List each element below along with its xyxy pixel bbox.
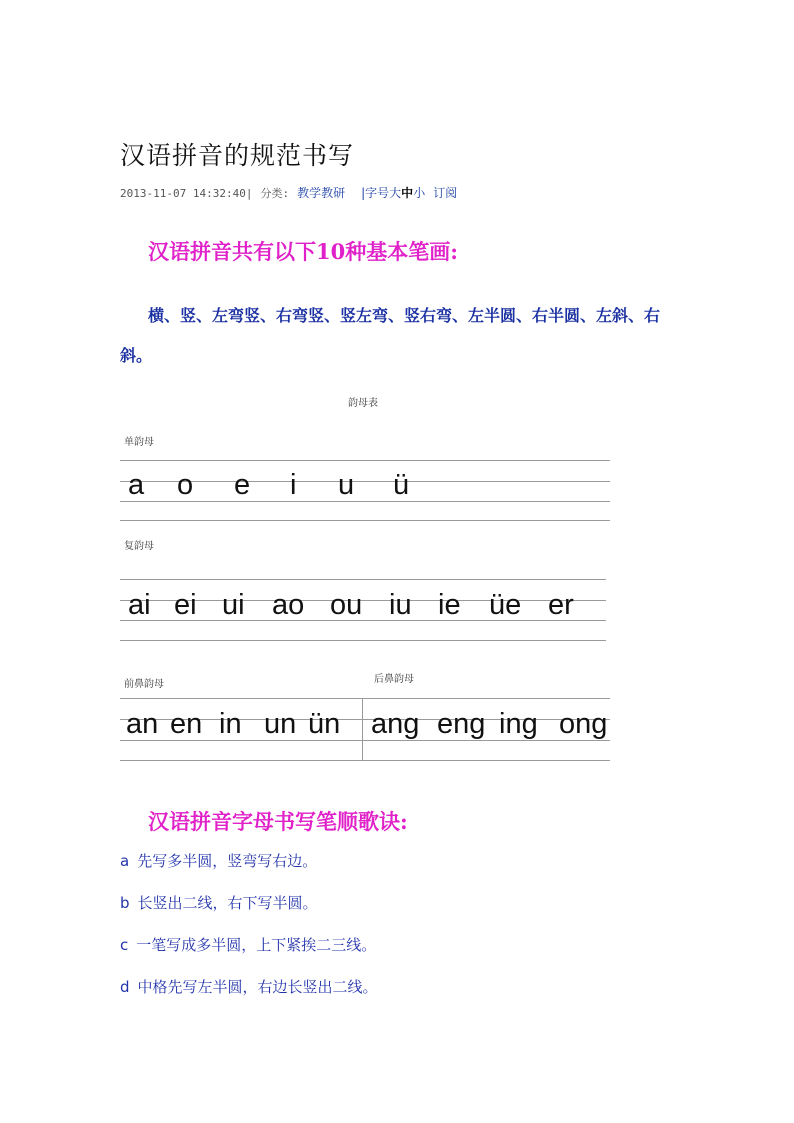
final-item: ei	[174, 589, 197, 621]
strokes-text: 横、竖、左弯竖、右弯竖、竖左弯、竖右弯、左半圆、右半圆、左斜、右斜。	[120, 306, 661, 365]
rule-letter: c	[120, 936, 129, 954]
font-size-large-link[interactable]: 大	[389, 186, 402, 200]
final-item: ao	[272, 589, 305, 621]
final-item: ui	[222, 589, 245, 621]
final-item: i	[290, 469, 297, 501]
page-title: 汉语拼音的规范书写	[120, 141, 355, 170]
rule-line	[120, 850, 317, 871]
final-item: eng	[437, 708, 486, 740]
final-item: ing	[499, 708, 538, 740]
final-item: e	[234, 469, 251, 501]
rule-text: 一笔写成多半圆，上下紧挨二三线。	[136, 936, 377, 954]
final-item: ai	[128, 589, 151, 621]
final-item: ou	[330, 589, 363, 621]
finals-table-title: 韵母表	[348, 398, 378, 409]
final-item: ü	[393, 469, 410, 501]
category-label: 分类:	[260, 187, 290, 200]
final-item: en	[170, 708, 203, 740]
final-item: in	[219, 708, 242, 740]
rhyme-heading: 汉语拼音字母书写笔顺歌诀:	[148, 809, 408, 834]
final-item: o	[177, 469, 194, 501]
final-item: iu	[389, 589, 412, 621]
back-nasal-label: 后鼻韵母	[374, 674, 414, 685]
final-item: an	[126, 708, 159, 740]
front-nasal-label: 前鼻韵母	[124, 679, 164, 690]
final-item: üe	[489, 589, 522, 621]
rule-text: 中格先写左半圆，右边长竖出二线。	[137, 978, 378, 996]
rule-text: 长竖出二线，右下写半圆。	[137, 894, 318, 912]
rule-line	[120, 976, 378, 997]
single-finals-label: 单韵母	[124, 437, 154, 448]
article-meta	[120, 184, 457, 201]
final-item: u	[338, 469, 355, 501]
rule-line	[120, 892, 318, 913]
final-item: un	[264, 708, 297, 740]
rule-letter: d	[120, 978, 130, 996]
strokes-paragraph	[120, 296, 680, 376]
category-link[interactable]: 教学教研	[297, 186, 346, 200]
rule-line	[120, 934, 376, 955]
font-size-label: |字号	[361, 186, 390, 200]
final-item: ang	[371, 708, 420, 740]
strokes-heading: 汉语拼音共有以下10种基本笔画:	[148, 239, 458, 264]
font-size-small-link[interactable]: 小	[413, 186, 426, 200]
final-item: ie	[438, 589, 461, 621]
subscribe-link[interactable]: 订阅	[433, 186, 458, 200]
meta-separator: |	[245, 187, 253, 200]
rule-letter: a	[120, 852, 130, 870]
final-item: a	[128, 469, 145, 501]
compound-finals-label: 复韵母	[124, 541, 154, 552]
rule-letter: b	[120, 894, 130, 912]
final-item: er	[548, 589, 574, 621]
final-item: ong	[559, 708, 608, 740]
font-size-medium-link[interactable]: 中	[401, 186, 414, 200]
final-item: ün	[308, 708, 341, 740]
post-datetime: 2013-11-07 14:32:40	[120, 187, 246, 200]
rule-text: 先写多半圆，竖弯写右边。	[137, 852, 318, 870]
